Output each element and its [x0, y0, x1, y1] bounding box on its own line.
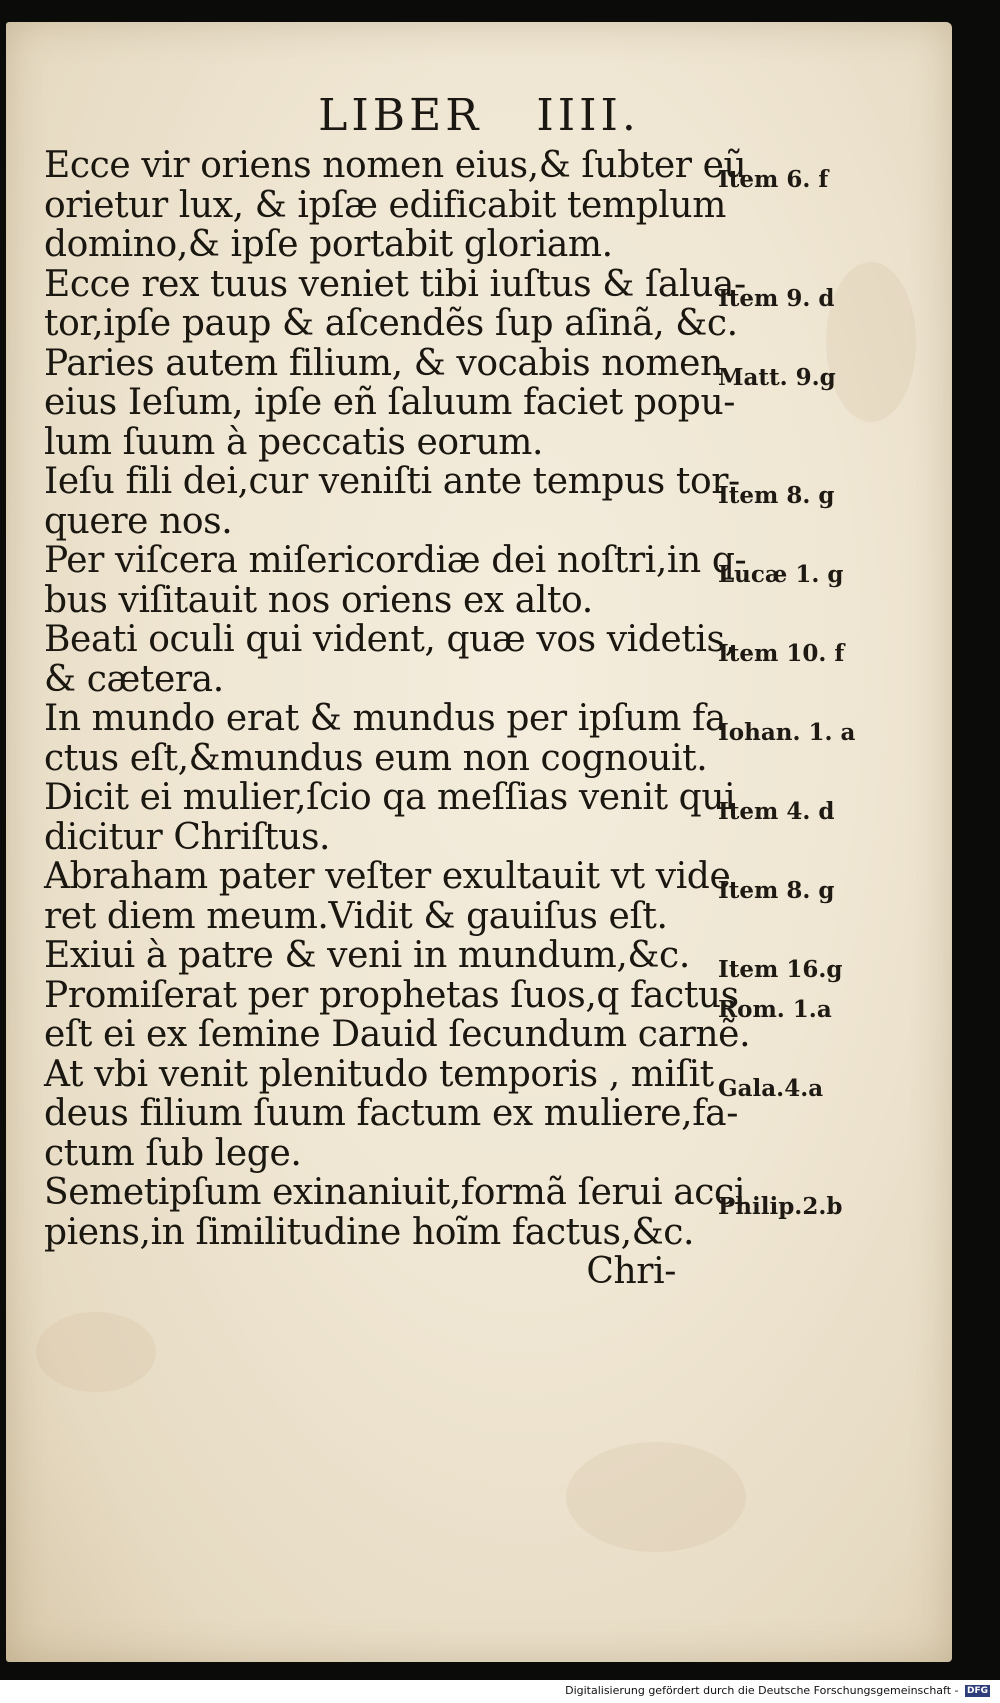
text-line: At vbi venit plenitudo temporis , miſit	[44, 1053, 714, 1095]
margin-reference: Item 8. g	[718, 877, 835, 904]
margin-reference: Iohan. 1. a	[718, 719, 856, 746]
text-line: eſt ei ex ſemine Dauid ſecundum carnẽ.	[44, 1014, 751, 1055]
catchword: Chri-	[586, 1251, 676, 1292]
text-line: tor,ipſe paup & aſcendẽs ſup aſinã, &c.	[44, 303, 738, 344]
text-line: ctum ſub lege.	[44, 1132, 302, 1174]
text-line: Semetipſum exinaniuit,formã ſerui acci	[44, 1172, 745, 1213]
text-line: lum ſuum à peccatis eorum.	[44, 421, 544, 463]
margin-reference: Item 10. f	[718, 640, 845, 667]
header-book-number: IIII.	[536, 90, 640, 141]
paper-stain	[826, 262, 916, 422]
running-header	[6, 90, 952, 141]
text-line: Ieſu fili dei,cur veniſti ante tempus tor-	[44, 461, 740, 502]
text-line: eius Ieſum, ipſe eñ ſaluum faciet popu-	[44, 382, 735, 423]
margin-reference: Item 4. d	[718, 798, 835, 825]
text-line: Exiui à patre & veni in mundum,&c.	[44, 935, 690, 976]
text-line: In mundo erat & mundus per ipſum fa	[44, 698, 726, 739]
text-line: Promiſerat per prophetas ſuos,q factus	[44, 974, 739, 1016]
text-line: ctus eſt,&mundus eum non cognouit.	[44, 737, 708, 779]
text-line: quere nos.	[44, 500, 233, 542]
text-line: Paries autem filium, & vocabis nomen	[44, 342, 723, 384]
text-line: piens,in ſimilitudine hoĩm factus,&c.	[44, 1211, 695, 1253]
paper-stain	[36, 1312, 156, 1392]
text-line: Per viſcera miſericordiæ dei noſtri,in q-	[44, 540, 747, 581]
text-line: ret diem meum.Vidit & gauiſus eſt.	[44, 895, 668, 937]
book-page	[6, 22, 952, 1662]
digitization-credit	[565, 1684, 990, 1697]
margin-reference: Item 6. f	[718, 166, 829, 193]
text-line: orietur lux, & ipſæ edificabit templum	[44, 184, 726, 226]
text-line: Beati oculi qui vident, quæ vos videtis,	[44, 619, 736, 660]
margin-reference: Item 16.g	[718, 956, 843, 983]
margin-reference: Item 8. g	[718, 482, 835, 509]
text-line: & cætera.	[44, 658, 224, 700]
text-line: bus viſitauit nos oriens ex alto.	[44, 579, 593, 621]
margin-reference: Lucæ 1. g	[718, 561, 844, 588]
credit-text: Digitalisierung gefördert durch die Deutsche Forschungsgemeinschaft -	[565, 1684, 959, 1697]
text-line: Ecce vir oriens nomen eius,& ſubter eũ	[44, 145, 747, 186]
margin-reference: Gala.4.a	[718, 1075, 824, 1102]
paper-stain	[566, 1442, 746, 1552]
header-liber: LIBER	[318, 90, 483, 141]
text-line: Ecce rex tuus veniet tibi iuſtus & ſalua-	[44, 263, 746, 305]
margin-reference: Philip.2.b	[718, 1193, 843, 1220]
text-line: domino,& ipſe portabit gloriam.	[44, 224, 613, 265]
margin-reference: Matt. 9.g	[718, 364, 836, 391]
main-text-column	[44, 145, 751, 1292]
dfg-logo: DFG	[966, 1686, 988, 1696]
text-line: dicitur Chriſtus.	[44, 816, 331, 858]
text-line: Dicit ei mulier,ſcio qa meſſias venit qui	[44, 777, 736, 818]
text-line: deus filium ſuum factum ex muliere,fa-	[44, 1093, 738, 1134]
margin-reference: Item 9. d	[718, 285, 835, 312]
margin-reference: Rom. 1.a	[718, 996, 832, 1023]
text-line: Abraham pater veſter exultauit vt vide	[44, 856, 731, 897]
